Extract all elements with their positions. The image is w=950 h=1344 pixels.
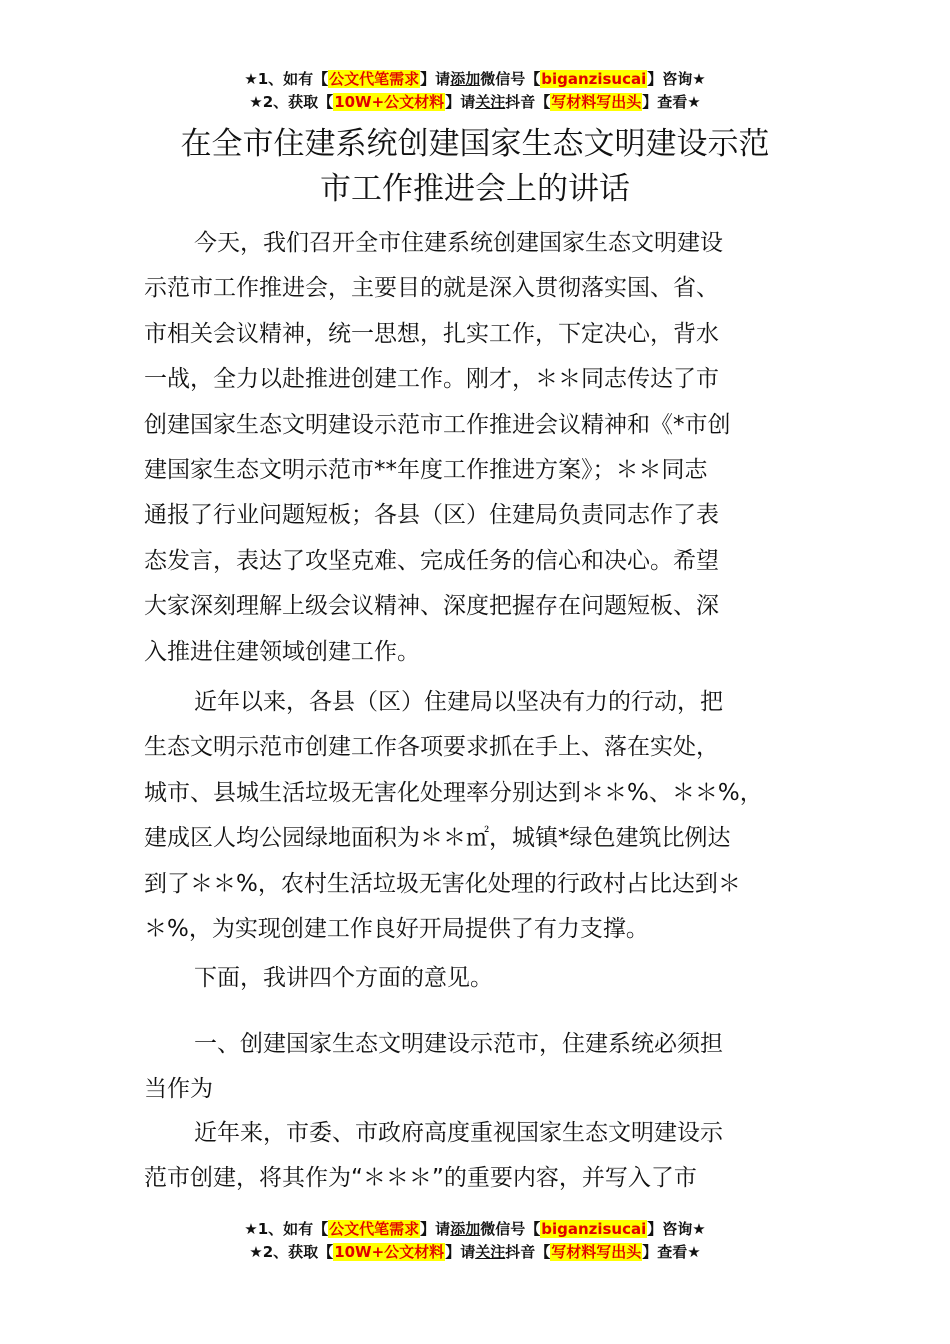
- highlight-materials-label: 10W+公文材料: [334, 93, 445, 111]
- banner-underlined-word: 添加: [450, 1220, 481, 1238]
- banner-text: 微信号【: [480, 1220, 541, 1238]
- text-line: 近年来，市委、市政府高度重视国家生态文明建设示: [194, 1120, 723, 1146]
- text-line: ＊%，为实现创建工作良好开局提供了有力支撑。: [144, 915, 649, 942]
- text-line: 生态文明示范市创建工作各项要求抓在手上、落在实处，: [144, 734, 719, 761]
- banner-text: ★1、如有【: [244, 1220, 329, 1238]
- header-banner: [0, 68, 950, 114]
- section-heading-one: [144, 1022, 814, 1113]
- text-line: 建成区人均公园绿地面积为＊＊㎡，城镇*绿色建筑比例达: [144, 825, 731, 852]
- highlight-service-label: 公文代笔需求: [329, 1220, 420, 1238]
- text-line: 市相关会议精神，统一思想，扎实工作，下定决心，背水: [144, 320, 719, 347]
- footer-banner-line-1: [0, 1218, 950, 1241]
- banner-text: 微信号【: [480, 70, 541, 88]
- text-line: 态发言，表达了攻坚克难、完成任务的信心和决心。希望: [144, 547, 719, 574]
- banner-text: 】请: [445, 93, 476, 111]
- banner-text: 】咨询★: [647, 1220, 706, 1238]
- text-line: 一战，全力以赴推进创建工作。刚才，＊＊同志传达了市: [144, 366, 719, 393]
- banner-underlined-word: 关注: [475, 1243, 506, 1261]
- banner-text: 】咨询★: [647, 70, 706, 88]
- banner-text: ★1、如有【: [244, 70, 329, 88]
- banner-text: 】请: [420, 70, 451, 88]
- banner-text: 】请: [420, 1220, 451, 1238]
- banner-text: 】查看★: [642, 1243, 701, 1261]
- banner-text: ★2、获取【: [249, 1243, 334, 1261]
- banner-text: 】请: [445, 1243, 476, 1261]
- highlight-douyin-account: 写材料写出头: [551, 1243, 642, 1261]
- banner-text: ★2、获取【: [249, 93, 334, 111]
- paragraph-recent-years: [144, 1111, 814, 1202]
- paragraph-achievements: [144, 680, 814, 952]
- highlight-wechat-id: biganzisucai: [541, 1220, 647, 1238]
- text-line: 示范市工作推进会，主要目的就是深入贯彻落实国、省、: [144, 275, 719, 302]
- text-line: 到了＊＊%，农村生活垃圾无害化处理的行政村占比达到＊: [144, 870, 741, 897]
- text-line: 建国家生态文明示范市**年度工作推进方案》；＊＊同志: [144, 456, 708, 483]
- text-line: 近年以来，各县（区）住建局以坚决有力的行动，把: [194, 689, 723, 715]
- banner-underlined-word: 关注: [475, 93, 506, 111]
- header-banner-line-1: [0, 68, 950, 91]
- paragraph-intro-four-points: [144, 956, 814, 1001]
- text-line: 一、创建国家生态文明建设示范市，住建系统必须担: [194, 1031, 723, 1057]
- text-line: 范市创建，将其作为“＊＊＊”的重要内容，并写入了市: [144, 1165, 697, 1192]
- highlight-douyin-account: 写材料写出头: [551, 93, 642, 111]
- paragraph-opening: [144, 221, 814, 675]
- banner-text: 】查看★: [642, 93, 701, 111]
- document-title-line-2: 市工作推进会上的讲话: [320, 171, 630, 207]
- text-line: 入推进住建领域创建工作。: [144, 638, 420, 665]
- banner-underlined-word: 添加: [450, 70, 481, 88]
- document-title-line-1: 在全市住建系统创建国家生态文明建设示范: [180, 126, 770, 162]
- text-line: 今天，我们召开全市住建系统创建国家生态文明建设: [194, 230, 723, 256]
- text-line: 下面，我讲四个方面的意见。: [194, 965, 493, 991]
- footer-banner-line-2: [0, 1241, 950, 1264]
- highlight-materials-label: 10W+公文材料: [334, 1243, 445, 1261]
- text-line: 创建国家生态文明建设示范市工作推进会议精神和《*市创: [144, 411, 731, 438]
- highlight-service-label: 公文代笔需求: [329, 70, 420, 88]
- banner-text: 抖音【: [505, 1243, 551, 1261]
- text-line: 城市、县城生活垃圾无害化处理率分别达到＊＊%、＊＊%，: [144, 779, 763, 806]
- header-banner-line-2: [0, 91, 950, 114]
- footer-banner: [0, 1218, 950, 1264]
- text-line: 大家深刻理解上级会议精神、深度把握存在问题短板、深: [144, 593, 719, 620]
- banner-text: 抖音【: [505, 93, 551, 111]
- text-line: 通报了行业问题短板；各县（区）住建局负责同志作了表: [144, 502, 719, 529]
- text-line: 当作为: [144, 1076, 213, 1103]
- document-title: [120, 122, 830, 212]
- highlight-wechat-id: biganzisucai: [541, 70, 647, 88]
